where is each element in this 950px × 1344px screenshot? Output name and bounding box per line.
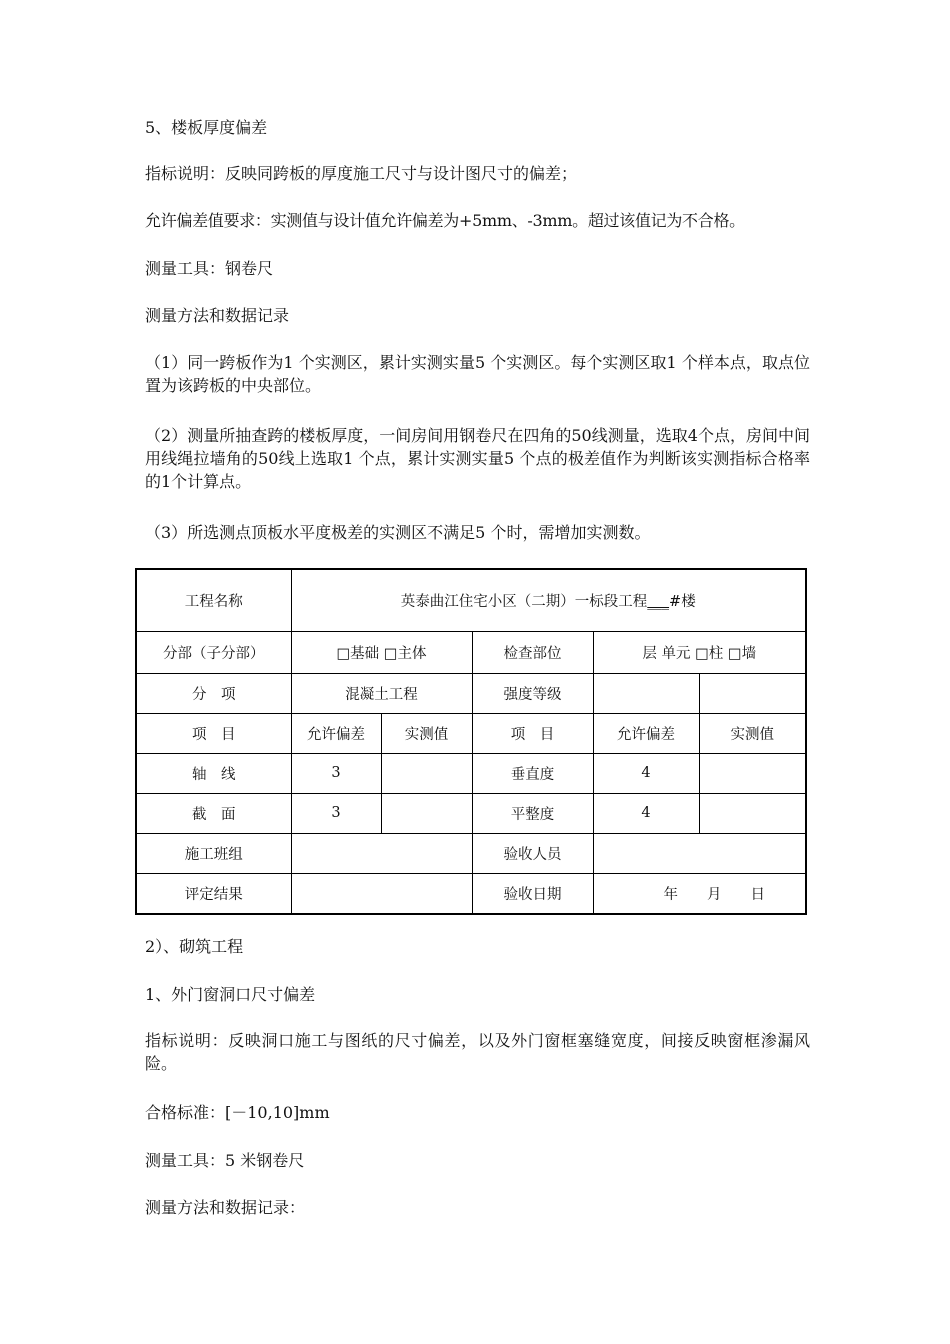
check-location-value[interactable]: 层 单元 □柱 □墙 <box>593 631 806 673</box>
section2-sub-heading: 1、外门窗洞口尺寸偏差 <box>145 985 316 1004</box>
strength-label: 强度等级 <box>472 673 593 713</box>
section5-indicator: 指标说明：反映同跨板的厚度施工尺寸与设计图尺寸的偏差； <box>145 164 578 183</box>
row-allow: 3 <box>291 753 381 793</box>
col-project2-header: 项 目 <box>472 713 593 753</box>
col-allow-header: 允许偏差 <box>291 713 381 753</box>
table-row <box>136 753 806 793</box>
check-location-label: 检查部位 <box>472 631 593 673</box>
row-name2: 平整度 <box>472 793 593 833</box>
section5-tolerance: 允许偏差值要求：实测值与设计值允许偏差为+5mm、-3mm。超过该值记为不合格。 <box>145 211 745 230</box>
table-row <box>136 673 806 713</box>
row-allow: 3 <box>291 793 381 833</box>
section5-step1: （1）同一跨板作为1 个实测区，累计实测实量5 个实测区。每个实测区取1 个样本点，取点位置为该跨板的中央部位。 <box>145 353 810 395</box>
col-measured-header: 实测值 <box>381 713 472 753</box>
row-measured[interactable] <box>381 793 472 833</box>
table-row <box>136 873 806 914</box>
section2-method-title: 测量方法和数据记录： <box>145 1198 306 1217</box>
col-project-header: 项 目 <box>136 713 291 753</box>
table-row <box>136 833 806 873</box>
row-name2: 垂直度 <box>472 753 593 793</box>
table-row <box>136 569 806 631</box>
subdivision-label: 分部（子分部） <box>136 631 291 673</box>
result-label: 评定结果 <box>136 873 291 914</box>
team-value[interactable] <box>291 833 472 873</box>
table-row <box>136 793 806 833</box>
row-allow2: 4 <box>593 793 699 833</box>
section5-step3: （3）所选测点顶板水平度极差的实测区不满足5 个时，需增加实测数。 <box>145 523 651 542</box>
section2-heading: 2）、砌筑工程 <box>145 937 244 956</box>
section5-heading: 5、楼板厚度偏差 <box>145 118 268 137</box>
project-name-cell[interactable] <box>291 569 806 631</box>
row-name: 截 面 <box>136 793 291 833</box>
date-value[interactable]: 年 月 日 <box>593 873 806 914</box>
section2-standard: 合格标准：[－10,10]mm <box>145 1103 330 1122</box>
section5-step2: （2）测量所抽查跨的楼板厚度，一间房间用钢卷尺在四角的50线测量，选取4个点，房间中间用线绳拉墙角的50线上选取1 个点，累计实测实量5 个点的极差值作为判断该实测指标合格率的1个计算点。 <box>145 426 810 491</box>
inspection-form-table <box>135 568 807 915</box>
team-label: 施工班组 <box>136 833 291 873</box>
row-allow2: 4 <box>593 753 699 793</box>
section5-tool: 测量工具：钢卷尺 <box>145 259 274 278</box>
project-building-blank[interactable]: ___ <box>647 593 670 610</box>
table-header-row <box>136 713 806 753</box>
col-measured2-header: 实测值 <box>699 713 806 753</box>
section2-tool: 测量工具：5 米钢卷尺 <box>145 1151 305 1170</box>
item-label: 分 项 <box>136 673 291 713</box>
date-label: 验收日期 <box>472 873 593 914</box>
inspector-label: 验收人员 <box>472 833 593 873</box>
row-measured2[interactable] <box>699 793 806 833</box>
strength-extra-cell[interactable] <box>699 673 806 713</box>
row-measured2[interactable] <box>699 753 806 793</box>
item-value: 混凝土工程 <box>291 673 472 713</box>
project-name-value: 英泰曲江住宅小区（二期）一标段工程 <box>400 593 648 610</box>
project-name-label: 工程名称 <box>136 569 291 631</box>
row-measured[interactable] <box>381 753 472 793</box>
row-name: 轴 线 <box>136 753 291 793</box>
section5-method-title: 测量方法和数据记录 <box>145 306 290 325</box>
subdivision-value[interactable]: □基础 □主体 <box>291 631 472 673</box>
col-allow2-header: 允许偏差 <box>593 713 699 753</box>
strength-value[interactable] <box>593 673 699 713</box>
result-value[interactable] <box>291 873 472 914</box>
table-row <box>136 631 806 673</box>
inspector-value[interactable] <box>593 833 806 873</box>
section2-indicator: 指标说明：反映洞口施工与图纸的尺寸偏差，以及外门窗框塞缝宽度，间接反映窗框渗漏风险。 <box>145 1031 810 1073</box>
project-name-suffix: #楼 <box>669 593 696 610</box>
